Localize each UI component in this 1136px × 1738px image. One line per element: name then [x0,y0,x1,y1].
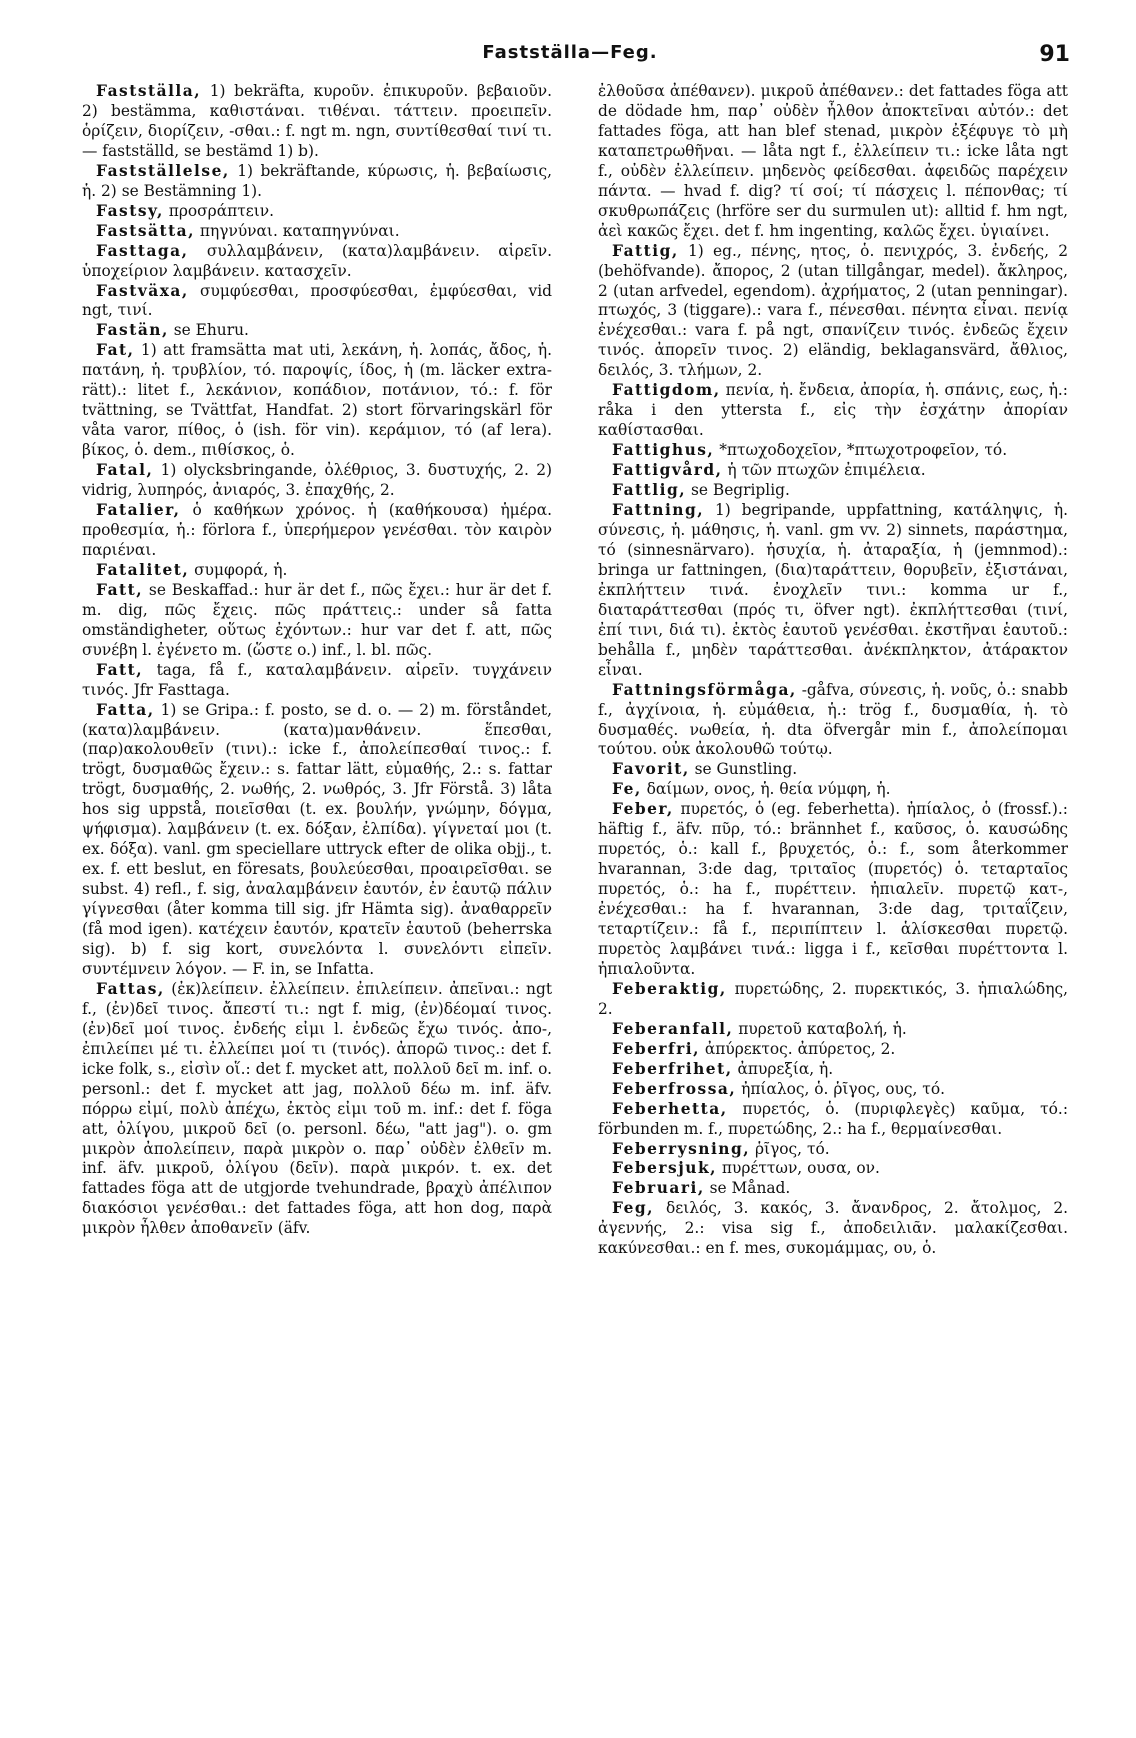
entry-headword: Fe, [612,780,642,799]
entry-headword: Fatt, [96,580,144,599]
entry-headword: Fattighus, [612,441,715,460]
entry-definition: se Begriplig. [686,481,790,500]
entry-definition: se Ehuru. [168,321,249,340]
entry-definition: ὁ καθήκων χρόνος. ἡ (καθήκουσα) ἡμέρα. προθεσμία, ἡ.: förlora f., ὑπερήμερον γενέσθαι. τὸν καιρὸν παριέναι. [82,501,552,559]
left-column [82,82,552,1239]
dictionary-entry [598,780,1068,800]
entry-definition: συλλαμβάνειν, (κατα)λαμβάνειν. αἱρεῖν. ὑποχείριον λαμβάνειν. κατασχεῖν. [82,241,552,280]
entry-headword: Feberrysning, [612,1139,751,1158]
dictionary-entry [598,501,1068,681]
entry-headword: Fastställa, [96,82,202,100]
dictionary-entry [598,242,1068,382]
dictionary-entry [82,162,552,202]
entry-definition: πυρετώδης, 2. πυρεκτικός, 3. ἠπιαλώδης, 2. [598,979,1068,1018]
dictionary-entry [82,321,552,341]
entry-definition: ἠπίαλος, ὁ. ῥῖγος, ους, τό. [736,1079,945,1098]
entry-definition: 1) olycksbringande, ὀλέθριος, 3. δυστυχής, 2. 2) vidrig, λυπηρός, ἀνιαρός, 3. ἐπαχθής, 2. [82,461,552,500]
entry-headword: Feberfri, [612,1039,700,1058]
entry-definition: -gåfva, σύνεσις, ἡ. νοῦς, ὁ.: snabb f., ἀγχίνοια, ἡ. εὐμάθεια, ἡ.: trög f., δυσμαθία, ἡ. τὸ δυσμαθές. νωθεία, ἡ. dta öfvergår min f., ἀπολείπομαι τούτου. οὐκ ἀκολουθῶ τούτῳ. [598,680,1068,759]
entry-headword: Fat, [96,341,135,360]
dictionary-entry [598,1060,1068,1080]
page-header [70,42,1070,82]
entry-headword: Fastsätta, [96,221,196,240]
dictionary-entry [598,481,1068,501]
entry-definition: ἀπύρεκτος. ἀπύρετος, 2. [699,1039,896,1058]
entry-definition: 1) begripande, uppfattning, κατάληψις, ἡ. σύνεσις, ἡ. μάθησις, ἡ. vanl. gm vv. 2) sinnets, παράστημα, τό (sinnesnärvaro). ἡσυχία, ἡ. ἀταραξία, ἡ (jemnmod).: bringa ur fattningen, (δια)ταράττειν, θορυβεῖν, ἐξιστάναι, ἐκπλήττειν τινά. ἐνοχλεῖν τινι.: komma ur f., διαταράττεσθαι (πρός τι, öfver ngt). ἐκπλήττεσθαι (τινί, ἐπί τινι, διά τι). ἐκτὸς ἑαυτοῦ γενέσθαι. ἐκστῆναι ἑαυτοῦ.: behålla f., μηδὲν ταράττεσθαι. ἀνέκπληκτον, ἀτάρακτον εἶναι. [598,501,1068,679]
dictionary-entry [598,1159,1068,1179]
entry-definition: ἀπυρεξία, ἡ. [732,1059,834,1078]
dictionary-entry [82,202,552,222]
dictionary-entry [82,341,552,461]
dictionary-entry [82,82,552,162]
entry-definition: συμφύεσθαι, προσφύεσθαι, ἐμφύεσθαι, vid ngt, τινί. [82,281,552,320]
entry-definition: ἡ τῶν πτωχῶν ἐπιμέλεια. [722,461,926,480]
dictionary-entry [82,282,552,322]
dictionary-entry [598,1100,1068,1140]
running-title: Fastställa—Feg. [482,42,658,63]
entry-headword: Fastväxa, [96,281,189,300]
dictionary-entry [82,561,552,581]
entry-headword: Fattigvård, [612,461,723,480]
dictionary-entry [598,1140,1068,1160]
entry-headword: Fastsy, [96,201,164,220]
dictionary-entry [598,1080,1068,1100]
dictionary-entry [598,1179,1068,1199]
entry-headword: Febersjuk, [612,1159,717,1178]
entry-headword: Fattig, [612,241,679,260]
dictionary-entry [598,441,1068,461]
entry-headword: Feberanfall, [612,1019,734,1038]
dictionary-entry [82,701,552,980]
entry-definition: πενία, ἡ. ἔνδεια, ἀπορία, ἡ. σπάνις, εως, ἡ.: råka i den yttersta f., εἰς τὴν ἐσχάτην ἀπορίαν καθίστασθαι. [598,381,1068,440]
entry-headword: Fatt, [96,660,144,679]
entry-headword: Feberfrossa, [612,1079,737,1098]
entry-headword: Feberaktig, [612,979,727,998]
dictionary-entry [82,242,552,282]
right-column [598,82,1068,1259]
entry-definition: πυρετός, ὁ (eg. feberhetta). ἠπίαλος, ὁ (frossf.).: häftig f., äfv. πῦρ, τό.: brännhet f., καῦσος, ὁ. καυσώδης πυρετός, ὁ.: kall f., βρυχετός, ὁ.: f., som återkommer hvarannan, 3:de dag, τριταῖος (πυρετός) ὁ. τεταρταῖος πυρετός, ὁ.: ha f., πυρέττειν. ἠπιαλεῖν. πυρετῷ κατ-, ἐνέχεσθαι.: ha f. hvarannan, 3:de dag, τριταΐζειν, τεταρτίζειν.: få f., περιπίπτειν l. ἁλίσκεσθαι πυρετῷ. πυρετὸς λαμβάνει τινά.: ligga i f., κεῖσθαι πυρέττοντα l. ἠπιαλοῦντα. [598,800,1068,978]
dictionary-entry [598,980,1068,1020]
entry-definition: (ἐκ)λείπειν. ἐλλείπειν. ἐπιλείπειν. ἀπεῖναι.: ngt f., (ἐν)δεῖ τινος. ἄπεστί τι.: ngt f. mig, (ἐν)δέομαί τινος. (ἐν)δεῖ μοί τινος. ἐνδεής εἰμι l. ἐνδεῶς ἔχω τινός. ἀπο-, ἐπιλείπει μέ τι. ἐλλείπει μοί τι (τινός). ἀπορῶ τινος.: det f. icke folk, s., εἰσὶν οἵ.: det f. mycket att, πολλοῦ δεῖ m. inf. o. personl.: det f. mycket att jag, πολλοῦ δέω m. inf. äfv. πόρρω εἰμί, πολὺ ἀπέχω, ἐκτὸς εἰμι τοῦ m. inf.: det f. föga att, ὀλίγου, μικροῦ δεῖ (o. personl. δέω, "att jag"). o. gm μικρὸν ἀπολείπειν, παρὰ μικρὸν o. παρ᾽ οὐδὲν ἐλθεῖν m. inf. äfv. μικροῦ, ὀλίγου (δεῖν). παρὰ μικρόν. t. ex. det fattades föga att de utgjorde tvehundrade, βραχὺ ἀπέλιπον διακόσιοι γενέσθαι.: det fattades föga, att hon dog, παρὰ μικρὸν ἦλθεν ἀποθανεῖν (äfv. [82,979,552,1238]
dictionary-entry [598,1199,1068,1259]
entry-definition: πυρετός, ὁ. (πυριφλεγὲς) καῦμα, τό.: förbunden m. f., πυρετώδης, 2.: ha f., θερμαίνεσθαι. [598,1099,1068,1138]
entry-headword: Fattningsförmåga, [612,680,797,699]
entry-headword: Februari, [612,1179,705,1198]
dictionary-entry [598,461,1068,481]
entry-headword: Feberhetta, [612,1099,728,1118]
entry-headword: Fattas, [96,979,165,998]
dictionary-entry [598,681,1068,761]
entry-definition: 1) bekräfta, κυροῦν. ἐπικυροῦν. βεβαιοῦν. 2) bestämma, καθιστάναι. τιθέναι. τάττειν. προειπεῖν. ὁρίζειν, διορίζειν, -σθαι.: f. ngt m. ngn, συντίθεσθαί τινί τι. — fastställd, se bestämd 1) b). [82,82,552,160]
entry-definition: 1) att framsätta mat uti, λεκάνη, ἡ. λοπάς, ἄδος, ἡ. πατάνη, ἡ. τρυβλίον, τό. παροψίς, ίδος, ἡ (m. läcker extra-rätt).: litet f., λεκάνιον, κοπάδιον, ποτάνιον, τό.: f. för tvättning, se Tvättfat, Handfat. 2) stort förvaringskärl för våta varor, πίθος, ὁ (ish. för vin). κεράμιον, τό (af lera). βίκος, ὁ. dem., πιθίσκος, ὁ. [82,341,552,460]
entry-definition: προσράπτειν. [163,201,274,220]
entry-headword: Feber, [612,800,674,819]
entry-definition: πυρετοῦ καταβολή, ἡ. [733,1019,907,1038]
dictionary-entry [598,1020,1068,1040]
entry-headword: Fastställelse, [96,161,230,180]
dictionary-entry [598,800,1068,980]
page-number: 91 [1039,42,1070,67]
entry-headword: Feg, [612,1199,654,1218]
entry-definition: se Beskaffad.: hur är det f., πῶς ἔχει.: hur är det f. m. dig, πῶς ἔχεις. πῶς πράττεις.: under så fatta omständigheter, οὕτως ἐχόντων.: hur var det f. att, πῶς συνέβη l. ἐγένετο m. (ὥστε o.) inf., l. bl. πῶς. [82,580,552,659]
dictionary-entry [598,82,1068,242]
entry-definition: ῥῖγος, τό. [750,1139,830,1158]
entry-definition: *πτωχοδοχεῖον, *πτωχοτροφεῖον, τό. [714,441,1008,460]
entry-definition: δαίμων, ονος, ἡ. θεία νύμφη, ἡ. [641,780,891,799]
entry-definition: δειλός, 3. κακός, 3. ἄνανδρος, 2. ἄτολμος, 2. ἀγεννής, 2.: visa sig f., ἀποδειλιᾶν. μαλακίζεσθαι. κακύνεσθαι.: en f. mes, συκομάμμας, ου, ὁ. [598,1199,1068,1258]
entry-headword: Fastän, [96,321,169,340]
entry-headword: Fattning, [612,501,705,520]
entry-definition: ἐλθοῦσα ἀπέθανεν). μικροῦ ἀπέθανεν.: det fattades föga att de dödade hm, παρ᾽ οὐδὲν ἦλθον ἀποκτεῖναι αὐτόν.: det fattades föga, att han blef stenad, μικρὸν ἐξέφυγε τὸ μὴ καταπετρωθῆναι. — låta ngt f., ἐλλείπειν τι.: icke låta ngt f., οὐδὲν ἐλλείπειν. μηδενὸς φείδεσθαι. ἀφειδῶς παρέχειν πάντα. — hvad f. dig? τί σοί; τί πάσχεις l. πέπονθας; τί σκυθρωπάζεις (hrföre ser du surmulen ut): alltid f. hm ngt, ἀεὶ κακῶς ἔχει. det f. hm ingenting, καλῶς ἔχει. ὑγιαίνει. [598,82,1068,240]
entry-headword: Fattlig, [612,481,687,500]
dictionary-entry [82,461,552,501]
entry-definition: 1) se Gripa.: f. posto, se d. o. — 2) m. förståndet, (κατα)λαμβάνειν. (κατα)μανθάνειν. ἕπεσθαι, (παρ)ακολουθεῖν (τινι).: icke f., ἀπολείπεσθαί τινος.: f. trögt, δυσμαθῶς ἔχειν.: s. fattar lätt, εὐμαθής, 2.: s. fattar trögt, δυσμαθής, 2. νωθής, 2. νωθρός, 3. Jfr Förstå. 3) låta hos sig uppstå, ποιεῖσθαι (t. ex. βουλήν, γνώμην, δόγμα, ψήφισμα). λαμβάνειν (t. ex. δόξαν, ἐλπίδα). γίγνεταί μοι (t. ex. δόξα). vanl. gm speciellare uttryck efter de olika objj., t. ex. f. ett beslut, en föresats, βουλεύεσθαι, προαιρεῖσθαι. se subst. 4) refl., f. sig, ἀναλαμβάνειν ἑαυτόν, ἐν ἑαυτῷ πάλιν γίγνεσθαι (åter komma till sig. jfr Hämta sig). ἀναθαρρεῖν (få mod igen). κατέχειν ἑαυτόν, κρατεῖν ἑαυτοῦ (beherrska sig). b) f. sig kort, συνελόντα l. συνελόντι εἰπεῖν. συντέμνειν λόγον. — F. in, se Infatta. [82,700,552,978]
entry-headword: Fatalier, [96,501,181,520]
dictionary-entry [82,661,552,701]
entry-definition: 1) eg., πένης, ητος, ὁ. πενιχρός, 3. ἐνδεής, 2 (behöfvande). ἄπορος, 2 (utan tillgångar, medel). ἄκληρος, 2 (utan arfvedel, egendom). ἀχρήματος, 2 (utan penningar). πτωχός, 3 (tiggare).: vara f., πένεσθαι. πένητα εἶναι. πενίᾳ ἐνέχεσθαι.: vara f. på ngt, σπανίζειν τινός. ἐνδεῶς ἔχειν τινός. ἀπορεῖν τινος. 2) eländig, beklagansvärd, ἄθλιος, δειλός, 3. τλήμων, 2. [598,241,1068,380]
entry-definition: 1) bekräftande, κύρωσις, ἡ. βεβαίωσις, ἡ. 2) se Bestämning 1). [82,161,552,200]
entry-definition: se Gunstling. [689,760,798,779]
dictionary-entry [598,1040,1068,1060]
entry-headword: Fatal, [96,461,154,480]
dictionary-entry [82,581,552,661]
entry-definition: se Månad. [704,1179,791,1198]
entry-definition: πυρέττων, ουσα, ον. [716,1159,880,1178]
entry-headword: Fasttaga, [96,241,189,260]
dictionary-entry [598,381,1068,441]
entry-headword: Fatalitet, [96,560,190,579]
entry-headword: Fatta, [96,700,155,719]
entry-headword: Favorit, [612,760,690,779]
dictionary-entry [82,222,552,242]
entry-definition: πηγνύναι. καταπηγνύναι. [195,221,400,240]
entry-headword: Feberfrihet, [612,1059,733,1078]
dictionary-entry [82,501,552,561]
dictionary-entry [598,760,1068,780]
entry-definition: taga, få f., καταλαμβάνειν. αἱρεῖν. τυγχάνειν τινός. Jfr Fasttaga. [82,660,552,699]
dictionary-entry [82,980,552,1239]
entry-definition: συμφορά, ἡ. [189,560,288,579]
entry-headword: Fattigdom, [612,381,721,400]
